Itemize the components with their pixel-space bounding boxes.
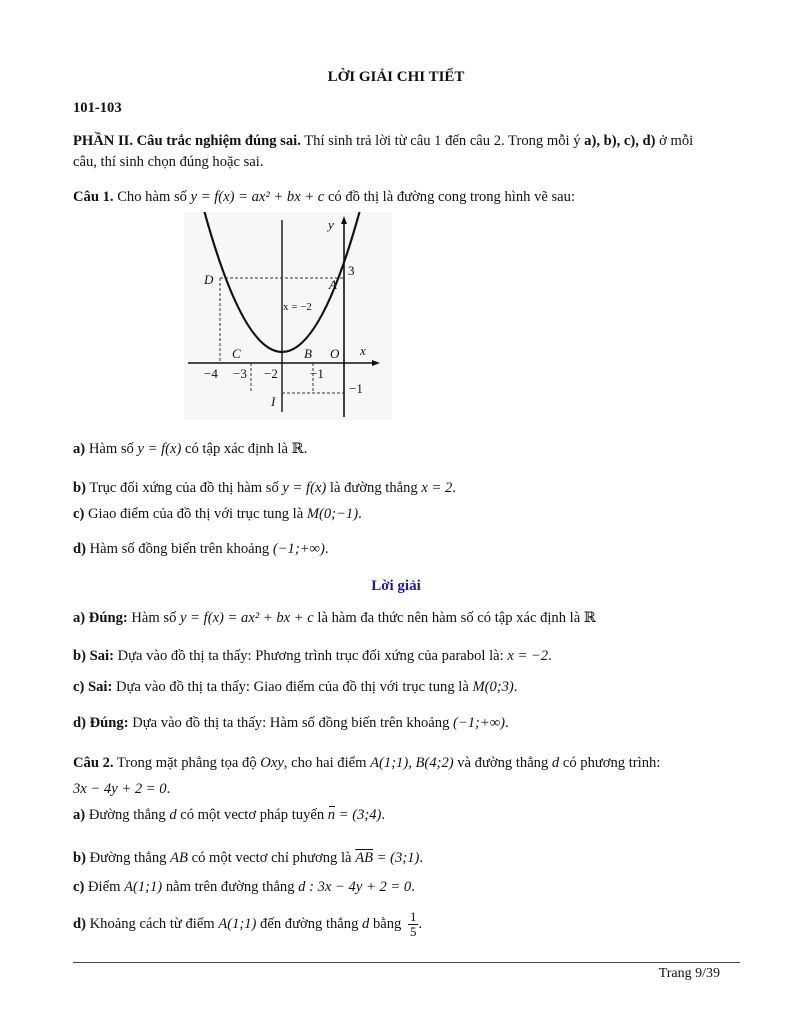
option-a-text: Hàm số xyxy=(85,441,138,457)
option-d-text: Hàm số đồng biến trên khoảng xyxy=(85,541,273,557)
part-instruction-line-2: câu, thí sinh chọn đúng hoặc sai. xyxy=(73,154,264,170)
option-a-math: y = f(x) xyxy=(137,441,182,457)
solution-d-math: (−1;+∞) xyxy=(453,715,505,731)
solution-c-math: M(0;3) xyxy=(472,679,514,695)
q2-option-c-text-2: nằm trên đường thẳng xyxy=(162,879,299,895)
footer-divider xyxy=(73,962,740,963)
point-d-label: D xyxy=(204,272,214,287)
part-instruction-text: Thí sinh trả lời từ câu 1 đến câu 2. Trong mỗi ý xyxy=(300,133,585,149)
tick-label-y-neg1: −1 xyxy=(349,381,363,396)
question-2-option-a xyxy=(73,806,732,824)
q2-option-c-text: Điểm xyxy=(84,879,125,895)
question-2-option-b xyxy=(73,849,732,867)
q2-option-d-text-3: bằng xyxy=(369,915,405,932)
question-2-points: A(1;1), B(4;2) xyxy=(370,755,454,771)
page-number: Trang 9/39 xyxy=(658,966,720,981)
question-1-option-a xyxy=(73,440,732,458)
solution-b-math: x = −2 xyxy=(507,648,549,664)
question-1-option-d xyxy=(73,540,732,558)
symmetry-axis-label: x = −2 xyxy=(283,301,312,313)
question-1-stem xyxy=(73,188,732,206)
q2-option-b-end: . xyxy=(419,850,424,866)
option-a-set: ℝ xyxy=(291,441,304,457)
solution-a-label: a) Đúng: xyxy=(73,610,128,626)
vertex-i-label: I xyxy=(271,394,276,409)
option-d-math: (−1;+∞) xyxy=(272,541,325,557)
question-2-stem xyxy=(73,754,732,772)
q2-option-b-label: b) xyxy=(73,850,86,866)
question-2-eq-end: . xyxy=(166,781,171,797)
question-2-text-4: có phương trình: xyxy=(559,755,661,771)
question-2-option-c xyxy=(73,878,732,896)
q2-option-d-label: d) xyxy=(73,915,86,932)
q2-option-a-d: d xyxy=(169,807,177,823)
q2-option-d-text: Khoảng cách từ điểm xyxy=(85,915,219,932)
parabola-graph xyxy=(184,212,392,420)
option-a-text-2: có tập xác định là xyxy=(181,441,292,457)
q2-option-a-text-2: có một vectơ pháp tuyến xyxy=(176,807,328,823)
tick-label-x-neg1: −1 xyxy=(310,366,324,381)
q2-option-b-text-2: có một vectơ chỉ phương là xyxy=(187,850,356,866)
q2-option-b-value: = (3;1) xyxy=(373,850,420,866)
solution-a-math: y = f(x) = ax² + bx + c xyxy=(180,610,314,626)
option-b-math-2: x = 2 xyxy=(421,480,453,496)
option-b-math: y = f(x) xyxy=(282,480,327,496)
q2-option-d-end: . xyxy=(418,915,423,932)
origin-label: O xyxy=(330,346,340,361)
x-axis-label: x xyxy=(360,343,366,358)
q2-option-a-text: Đường thẳng xyxy=(85,807,170,823)
question-2-line-d: d xyxy=(551,755,560,771)
solution-c-label: c) Sai: xyxy=(73,679,113,695)
solution-heading: Lời giải xyxy=(371,578,421,594)
question-2-option-d xyxy=(73,910,732,939)
point-a-label: A xyxy=(329,277,337,292)
option-c-label: c) xyxy=(73,506,85,522)
question-2-equation xyxy=(73,780,732,798)
q2-option-c-point: A(1;1) xyxy=(124,879,163,895)
question-1-option-b xyxy=(73,479,732,497)
part-options: a), b), c), d) xyxy=(584,133,656,149)
solution-c-end: . xyxy=(513,679,518,695)
option-c-end: . xyxy=(358,506,362,522)
solution-a-set: ℝ xyxy=(583,610,596,626)
solution-b-end: . xyxy=(548,648,552,664)
part-instruction-line-1 xyxy=(73,132,732,150)
option-b-text: Trục đối xứng của đồ thị hàm số xyxy=(85,480,283,496)
question-2-text-2: , cho hai điểm xyxy=(283,755,371,771)
q2-option-c-end: . xyxy=(411,879,415,895)
point-b-label: B xyxy=(304,346,312,361)
q2-option-b-text: Đường thẳng xyxy=(85,850,171,866)
solution-a-text: Hàm số xyxy=(127,610,181,626)
question-1-text-end: có đồ thị là đường cong trong hình vẽ sau: xyxy=(324,189,576,205)
tick-label-neg2: −2 xyxy=(264,366,278,381)
tick-label-3: 3 xyxy=(348,263,355,278)
point-c-label: C xyxy=(232,346,241,361)
option-b-label: b) xyxy=(73,480,86,496)
q2-option-c-eq: d : 3x − 4y + 2 = 0 xyxy=(298,879,412,895)
solution-c xyxy=(73,678,732,696)
option-a-end: . xyxy=(303,441,308,457)
option-b-end: . xyxy=(452,480,456,496)
q2-option-d-text-2: đến đường thẳng xyxy=(256,915,363,932)
fraction-denominator: 5 xyxy=(409,924,417,939)
question-1-text: Cho hàm số xyxy=(113,189,191,205)
q2-option-b-ab: AB xyxy=(170,850,188,866)
solution-a xyxy=(73,609,732,627)
q2-option-d-point: A(1;1) xyxy=(218,915,257,932)
option-c-math: M(0;−1) xyxy=(306,506,359,522)
exam-code: 101-103 xyxy=(73,100,122,116)
q2-option-c-label: c) xyxy=(73,879,85,895)
option-b-text-2: là đường thẳng xyxy=(326,480,422,496)
question-1-formula: y = f(x) = ax² + bx + c xyxy=(190,189,325,205)
option-d-label: d) xyxy=(73,541,86,557)
question-2-text: Trong mặt phẳng tọa độ xyxy=(113,755,261,771)
solution-b-text: Dựa vào đồ thị ta thấy: Phương trình trục đối xứng của parabol là: xyxy=(113,648,508,664)
q2-option-a-value: = (3;4) xyxy=(335,807,382,823)
question-2-label: Câu 2. xyxy=(73,755,114,771)
fraction-numerator: 1 xyxy=(409,909,417,924)
question-2-text-3: và đường thẳng xyxy=(453,755,552,771)
part-label: PHẦN II. Câu trắc nghiệm đúng sai. xyxy=(73,133,301,149)
y-axis-label: y xyxy=(328,217,334,232)
part-instruction-end: ở mỗi xyxy=(655,133,694,149)
solution-d xyxy=(73,714,732,732)
q2-option-a-end: . xyxy=(381,807,386,823)
question-1-option-c xyxy=(73,505,732,523)
question-2-eq: 3x − 4y + 2 = 0 xyxy=(73,781,167,797)
q2-option-d-d: d xyxy=(362,915,370,932)
solution-b xyxy=(73,647,732,665)
tick-label-neg4: −4 xyxy=(204,366,218,381)
solution-b-label: b) Sai: xyxy=(73,648,114,664)
page-title: LỜI GIẢI CHI TIẾT xyxy=(327,69,465,85)
question-2-oxy: Oxy xyxy=(260,755,284,771)
solution-a-text-2: là hàm đa thức nên hàm số có tập xác định là xyxy=(313,610,584,626)
solution-d-text: Dựa vào đồ thị ta thấy: Hàm số đồng biến trên khoảng xyxy=(128,715,454,731)
q2-option-a-label: a) xyxy=(73,807,86,823)
solution-c-text: Dựa vào đồ thị ta thấy: Giao điểm của đồ thị với trục tung là xyxy=(112,679,473,695)
normal-vector-n: n xyxy=(327,807,336,823)
vector-ab: $\overline{AB}$ xyxy=(355,850,374,866)
question-1-label: Câu 1. xyxy=(73,189,114,205)
option-d-end: . xyxy=(324,541,329,557)
tick-label-neg3: −3 xyxy=(233,366,247,381)
option-a-label: a) xyxy=(73,441,86,457)
fraction-one-fifth xyxy=(408,910,419,939)
solution-d-label: d) Đúng: xyxy=(73,715,129,731)
solution-d-end: . xyxy=(505,715,509,731)
option-c-text: Giao điểm của đồ thị với trục tung là xyxy=(84,506,307,522)
